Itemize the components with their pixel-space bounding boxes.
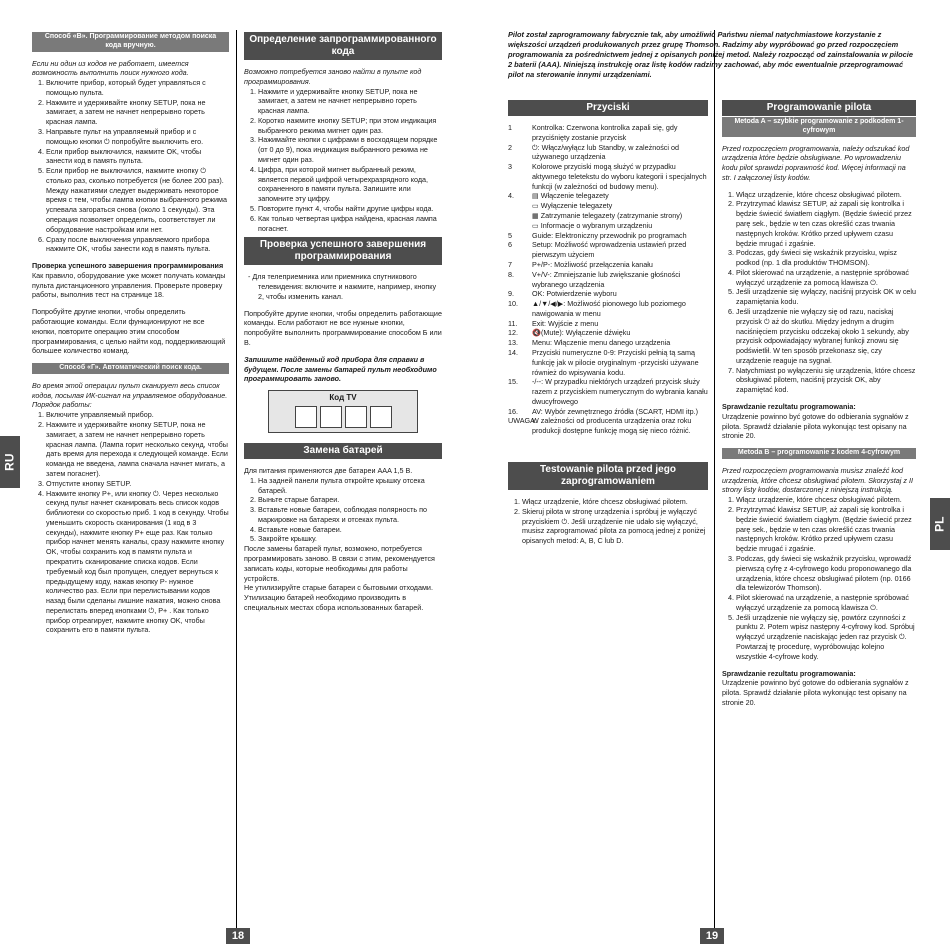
list-item: 4. Вставьте новые батареи. xyxy=(258,525,442,535)
check-b-text: Urządzenie powinno być gotowe do odbierania sygnałów z pilota. Sprawdź działanie pilota wykonując test opisany na stronie 20. xyxy=(722,678,909,707)
determine-code-header: Определение запрограммированного кода xyxy=(244,32,442,60)
battery-header: Замена батарей xyxy=(244,443,442,459)
key-text: Guide: Elektroniczny przewodnik po programach xyxy=(532,230,687,240)
key-number: 12. xyxy=(508,328,518,338)
key-number: 3 xyxy=(508,162,512,172)
list-item: 1. Нажмите и удерживайте кнопку SETUP, пока не замигает, а затем не начнет непрерывно гореть красная лампа. xyxy=(258,87,442,116)
key-number: 13. xyxy=(508,338,518,348)
list-item: 1. На задней панели пульта откройте крышку отсека батарей. xyxy=(258,476,442,496)
list-item xyxy=(508,231,708,241)
list-item xyxy=(508,162,708,191)
key-number: 5 xyxy=(508,230,512,240)
language-tab-pl: PL xyxy=(930,498,950,550)
programming-header: Programowanie pilota xyxy=(722,100,916,116)
key-text: Kontrolka: Czerwona kontrolka zapali się, gdy przyciśnięty zostanie przycisk xyxy=(532,123,678,142)
key-number: 10. xyxy=(508,299,518,309)
key-text: ▲/▼/◀/▶: Możliwość pionowego lub poziomego nawigowania w menu xyxy=(532,299,686,318)
list-item: 2. Przytrzymać klawisz SETUP, aż zapali się kontrolka i będzie świecić światłem ciągłym. (Będzie świecić przez parę sek., będzie w ten czas określić czas trwania następnych kroków. Krótko przed upływem czasu będzie mrugać i zgaśnie. xyxy=(736,505,916,554)
key-text: Exit: Wyjście z menu xyxy=(532,318,599,328)
key-text: 🔇(Mute): Wyłączenie dźwięku xyxy=(532,328,631,338)
list-item: 7. Natychmiast po wyłączeniu się urządzenia, które chcesz obsługiwać pilotem, naciśnij przycisk OK, aby zapamiętać kod. xyxy=(736,366,916,395)
method-b-intro: Если ни один из кодов не работает, имеется возможность выполнить поиск нужного кода. xyxy=(32,58,189,78)
key-text: Menu: Włączenie menu danego urządzenia xyxy=(532,338,671,348)
list-item xyxy=(508,319,708,329)
page-number-left: 18 xyxy=(226,928,250,944)
key-number: 2 xyxy=(508,142,512,152)
key-number: 9. xyxy=(508,289,514,299)
language-tab-ru: RU xyxy=(0,436,20,488)
code-cell xyxy=(370,406,392,428)
column-divider xyxy=(236,30,237,940)
key-text: OK: Potwierdzenie wyboru xyxy=(532,289,617,299)
list-item: 2. Skieruj pilota w stronę urządzenia i spróbuj je wyłączyć przyciskiem ⏻. Jeśli urządzenie nie udało się wyłączyć, musisz zaprogramować pilota za pomocą jednej z poniżej opisanych metod: A, B, C lub D. xyxy=(522,507,708,546)
list-item: 6. Как только четвертая цифра найдена, красная лампа погаснет. xyxy=(258,214,442,234)
test-steps xyxy=(508,497,708,546)
key-number: 14. xyxy=(508,347,518,357)
list-item: 1. Включите прибор, который будет управляться с помощью пульта. xyxy=(46,78,229,98)
check-a-title: Sprawdzanie rezultatu programowania: xyxy=(722,402,856,412)
key-number: 6 xyxy=(508,240,512,250)
check-item-text: Для телеприемника или приемника спутникового телевидения: включите и нажмите, например, кнопку 2, чтобы изменить канал. xyxy=(252,272,437,301)
keys-list xyxy=(508,123,708,436)
list-item: 5. Если прибор не выключился, нажмите кнопку ⏻ столько раз, сколько потребуется (не более 200 раз). Между нажатиями следует выдерживать некоторое время с тем, чтобы лампа кнопки выбранного режима успевала загораться снова (около 1 секунды). Эта операция позволяет определить, соответствует ли оборудование настройкам или нет. xyxy=(46,166,229,234)
check-item: - Для телеприемника или приемника спутникового телевидения: включите и нажмите, например, кнопку 2, чтобы изменить канал. xyxy=(248,272,437,301)
key-text: ⏻: Włącz/wyłącz lub Standby, w zależności od używanego urządzenia xyxy=(532,142,679,162)
check-text: Попробуйте другие кнопки, чтобы определить работающие команды. Если работают не все нужные кнопки, попробуйте выполнить программирование способом Б или В. xyxy=(244,308,442,347)
key-text: V+/V-: Zmniejszanie lub zwiększanie głośności wybranego urządzenia xyxy=(532,269,681,289)
check-b-title: Sprawdzanie rezultatu programowania: xyxy=(722,668,856,678)
method-b-intro: Przed rozpoczęciem programowania musisz znaleźć kod urządzenia, które chcesz obsługiwać pilotem. Skorzystaj z II strony listy kodów, dostarczonej z niniejszą instrukcją. xyxy=(722,465,913,495)
check-a-text: Urządzenie powinno być gotowe do odbierania sygnałów z pilota. Sprawdź działanie pilota wykonując test opisany na stronie 20. xyxy=(722,411,909,441)
key-text: ▭ Informacje o wybranym urządzeniu xyxy=(532,220,653,230)
list-item xyxy=(508,299,708,319)
note: Запишите найденный код прибора для справки в будущем. После замены батарей пульт необходимо программировать заново. xyxy=(244,354,437,384)
code-box xyxy=(268,390,418,433)
key-text: AV: Wybór zewnętrznego źródła (SCART, HDMI itp.) xyxy=(532,406,698,416)
method-g-header: Способ «Г». Автоматический поиск кода. xyxy=(32,363,229,374)
list-item: 3. Отпустите кнопку SETUP. xyxy=(46,479,229,489)
list-item xyxy=(508,416,708,436)
left-column-2 xyxy=(244,32,442,613)
key-number xyxy=(508,221,532,231)
key-text: P+/P-: Możliwość przełączenia kanału xyxy=(532,259,653,269)
list-item: 6. Сразу после выключения управляемого прибора нажмите OK, чтобы занести код в память пульта. xyxy=(46,235,229,255)
list-item: 5. Jeśli urządzenie się wyłączy, naciśnij przycisk OK w celu zapamiętania kodu. xyxy=(736,287,916,307)
check-text: Как правило, оборудование уже может получать команды пульта дистанционного управления. Проверьте проверку работы, выполнив тест на странице 18. xyxy=(32,270,226,300)
code-cell xyxy=(320,406,342,428)
check-text-2: Попробуйте другие кнопки, чтобы определить работающие команды. Если функционируют не все кнопки, повторите операцию этим способом программирования, с целью найти код, поддерживающий большее количество команд. xyxy=(32,307,226,356)
key-text: Przyciski numeryczne 0-9: Przyciski pełnią tą samą funkcję jak w pilocie oryginalnym -przyciski używane również do wpisywania kodu. xyxy=(532,347,699,377)
list-item: 4. Pilot skierować na urządzenie, a następnie spróbować wyłączyć urządzenie za pomocą klawisza ⏻. xyxy=(736,593,916,613)
list-item xyxy=(508,221,708,231)
list-item: 5. Повторите пункт 4, чтобы найти другие цифры кода. xyxy=(258,204,442,214)
key-text: -/--: W przypadku niektórych urządzeń przycisk służy razem z przyciskiem numerycznym do wybrania kanału dwucyfrowego xyxy=(532,377,708,406)
key-number: 4. xyxy=(508,191,514,201)
key-number: 16. xyxy=(508,406,518,416)
left-column-1 xyxy=(32,32,229,635)
list-item: 2. Коротко нажмите кнопку SETUP; при этом индикация выбранного режима мигнет один раз. xyxy=(258,116,442,136)
method-b-header: Metoda B – programowanie z kodem 4-cyfrowym xyxy=(722,448,916,459)
list-item xyxy=(508,123,708,143)
test-header: Testowanie pilota przed jego zaprogramowaniem xyxy=(508,462,708,490)
list-item: 2. Выньте старые батареи. xyxy=(258,495,442,505)
page-number-right: 19 xyxy=(700,928,724,944)
method-b-steps xyxy=(722,495,916,661)
list-item: 1. Włącz urządzenie, które chcesz obsługiwać pilotem. xyxy=(522,497,708,507)
method-b-header: Способ «B». Программирование методом поиска кода вручную. xyxy=(32,32,229,52)
column-divider xyxy=(714,30,715,940)
list-item: 4. Цифра, при которой мигнет выбранный режим, является первой цифрой четырехразрядного кода, сохраненного в памяти пульта. Запишите или запомните эту цифру. xyxy=(258,165,442,204)
check-header: Проверка успешного завершения программирования xyxy=(244,237,442,265)
key-number: 11. xyxy=(508,318,518,328)
list-item: 1. Włącz urządzenie, które chcesz obsługiwać pilotem. xyxy=(736,495,916,505)
list-item xyxy=(508,201,708,211)
right-column-1 xyxy=(508,100,708,546)
battery-text-2: Не утилизируйте старые батареи с бытовыми отходами. Утилизацию батарей необходимо производить в специальных местах сбора использованных батарей. xyxy=(244,583,433,612)
list-item: 3. Вставьте новые батареи, соблюдая полярность по маркировке на батареях и отсеках пульта. xyxy=(258,505,442,525)
key-text: W zależności od producenta urządzenia oraz roku produkcji dostępne funkcję mogą się nieco różnić. xyxy=(532,416,692,436)
list-item: 2. Нажмите и удерживайте кнопку SETUP, пока не замигает, а затем не начнет непрерывно гореть красная лампа. xyxy=(46,98,229,127)
code-cell xyxy=(295,406,317,428)
list-item: 3. Направьте пульт на управляемый прибор и с помощью кнопки ⏻ попробуйте выключить его. xyxy=(46,127,229,147)
list-item xyxy=(508,270,708,290)
code-box-cells xyxy=(273,406,413,428)
list-item xyxy=(508,260,708,270)
battery-intro: Для питания применяются две батареи AAA 1,5 В. xyxy=(244,465,413,475)
list-item xyxy=(508,377,708,406)
key-number: 15. xyxy=(508,377,518,387)
code-box-title: Код TV xyxy=(329,393,357,403)
list-item: 3. Podczas, gdy świeci się wskaźnik przycisku, wpisz podkod (np. 1 dla produktów THOMSON). xyxy=(736,248,916,268)
determine-steps xyxy=(244,87,442,234)
key-text: ▭ Wyłączenie telegazety xyxy=(532,201,613,211)
list-item: 2. Przytrzymać klawisz SETUP, aż zapali się kontrolka i będzie świecić światłem ciągłym. (Będzie świecić przez parę sek., będzie w ten czas określić czas trwania następnych kroków. Krótko przed upływem czasu będzie mrugać i zgaśnie. xyxy=(736,199,916,248)
list-item xyxy=(508,240,708,260)
keys-header: Przyciski xyxy=(508,100,708,116)
list-item xyxy=(508,328,708,338)
key-number: 1 xyxy=(508,123,512,132)
right-column-2 xyxy=(722,100,916,708)
list-item: 5. Закройте крышку. xyxy=(258,534,442,544)
battery-text: После замены батарей пульт, возможно, потребуется программировать заново. В связи с этим, рекомендуется записать коды, которые необходимы для работы устройств. xyxy=(244,544,435,583)
list-item: 2. Нажмите и удерживайте кнопку SETUP, пока не замигает, а затем не начнет непрерывно гореть красная лампа. (Лампа горит несколько секунд, чтобы дать время для перехода к следующей команде. Если команда не введена, лампа сначала начнет мигать, а затем погаснет). xyxy=(46,420,229,479)
list-item xyxy=(508,191,708,201)
list-item: 4. Если прибор выключился, нажмите OK, чтобы занести код в память пульта. xyxy=(46,147,229,167)
check-title: Проверка успешного завершения программирования xyxy=(32,261,224,271)
list-item: 3. Нажимайте кнопки с цифрами в восходящем порядке (от 0 до 9), пока индикация выбранного режима не мигнет один раз. xyxy=(258,135,442,164)
list-item xyxy=(508,289,708,299)
list-item xyxy=(508,338,708,348)
key-number xyxy=(508,201,532,211)
list-item: 4. Нажмите кнопку P+, или кнопку ⏻. Через несколько секунд пульт начнет сканировать весь список кодов библиотеки со скоростью приб. 1 код в секунду. Чтобы уменьшить скорость сканирования (1 код в 3 секунды), нажмите кнопку P+ еще раз. Как только прибор начнет менять каналы, сразу нажмите кнопку OK, чтобы сохранить код в памяти пульта и прекратить сканирование списка кодов. Если требуемый код был пропущен, следует вернуться к предыдущему коду, нажав кнопку P- нужное количество раз. Если при перелистывании кодов назад были сделаны лишние нажатия, можно снова перелистать вперед кнопками ⏻, P+ . Как только прибор отреагирует, нажмите кнопку OK, чтобы сохранить его в памяти пульта. xyxy=(46,489,229,636)
battery-steps xyxy=(244,476,442,544)
list-item xyxy=(508,407,708,417)
list-item: 5. Jeśli urządzenie nie wyłączy się, powtórz czynności z punktu 2. Potem wpisz następny 4-cyfrowy kod. Spróbuj wyłączyć urządzenie naciskając jeden raz przycisk ⏻. Powtarzaj tę procedurę, wypróbowując kolejno wszystkie 4-cyfrowe kody. xyxy=(736,613,916,662)
list-item: 1. Включите управляемый прибор. xyxy=(46,410,229,420)
method-a-header: Metoda A – szybkie programowanie z podkodem 1-cyfrowym xyxy=(722,117,916,137)
code-cell xyxy=(345,406,367,428)
key-text: ▦ Zatrzymanie telegazety (zatrzymanie strony) xyxy=(532,211,683,221)
determine-intro: Возможно потребуется заново найти в пульте код программирования. xyxy=(244,67,422,86)
key-text: Setup: Możliwość wprowadzenia ustawień przed pierwszym użyciem xyxy=(532,240,687,260)
list-item xyxy=(508,143,708,163)
key-number: 7 xyxy=(508,259,512,269)
list-item: 6. Jeśli urządzenie nie wyłączy się od razu, naciskaj przycisk ⏻ aż do skutku. Między jednym a drugim naciśnięciem przycisku odczekaj około 1 sekundy, aby przycisk odpowiadający wybranej funkcji znowu się podświetlił. W ten sposób przekonasz się, czy urządzenie reaguje na sygnał. xyxy=(736,307,916,366)
key-number xyxy=(508,211,532,221)
list-item xyxy=(508,211,708,221)
key-text: ▤ Włączenie telegazety xyxy=(532,191,609,201)
key-number: UWAGA: xyxy=(508,416,537,426)
method-b-steps xyxy=(32,78,229,254)
intro-text: Pilot został zaprogramowany fabrycznie tak, aby umożliwić Państwu niemal natychmiastowe korzystanie z większości urządzeń produkowanych przez grupę Thomson. Radzimy aby wypróbować go przed rozpoczęciem programowania za pośrednictwem jednej z opisanych poniżej metod. Należy rozpocząć od zainstalowania w pilocie 2 baterii (AAA). Niniejszą instrukcję oraz listę kodów radzimy zachować, aby móc ewentualnie przeprogramować pilot na sterowanie innymi urządzeniami. xyxy=(508,30,913,80)
list-item: 3. Podczas, gdy świeci się wskaźnik przycisku, wprowadź pierwszą cyfrę z 4-cyfrowego kodu proponowanego dla urządzenia, które chcesz obsługiwać pilotem (np. 0166 dla telewizorów Thomson). xyxy=(736,554,916,593)
method-g-steps xyxy=(32,410,229,635)
method-a-steps xyxy=(722,190,916,395)
method-g-intro: Во время этой операции пульт сканирует весь список кодов, посылая ИК-сигнал на управляемое оборудование. Порядок работы: xyxy=(32,380,228,410)
list-item: 4. Pilot skierować na urządzenie, a następnie spróbować wyłączyć urządzenie za pomocą klawisza ⏻. xyxy=(736,268,916,288)
key-number: 8. xyxy=(508,269,514,279)
list-item: 1. Włącz urządzenie, które chcesz obsługiwać pilotem. xyxy=(736,190,916,200)
key-text: Kolorowe przyciski mogą służyć w przypadku aktywnego teletekstu do wyboru kategorii i specjalnych funkcji (w zależności od budowy menu). xyxy=(532,162,707,191)
method-a-intro: Przed rozpoczęciem programowania, należy odszukać kod urządzenia które będzie obsługiwane. Po wprowadzeniu kodu pilot sprawdzi poprawność kod. Więcej informacji na str. I załączonej listy kodów. xyxy=(722,143,910,182)
list-item xyxy=(508,348,708,377)
